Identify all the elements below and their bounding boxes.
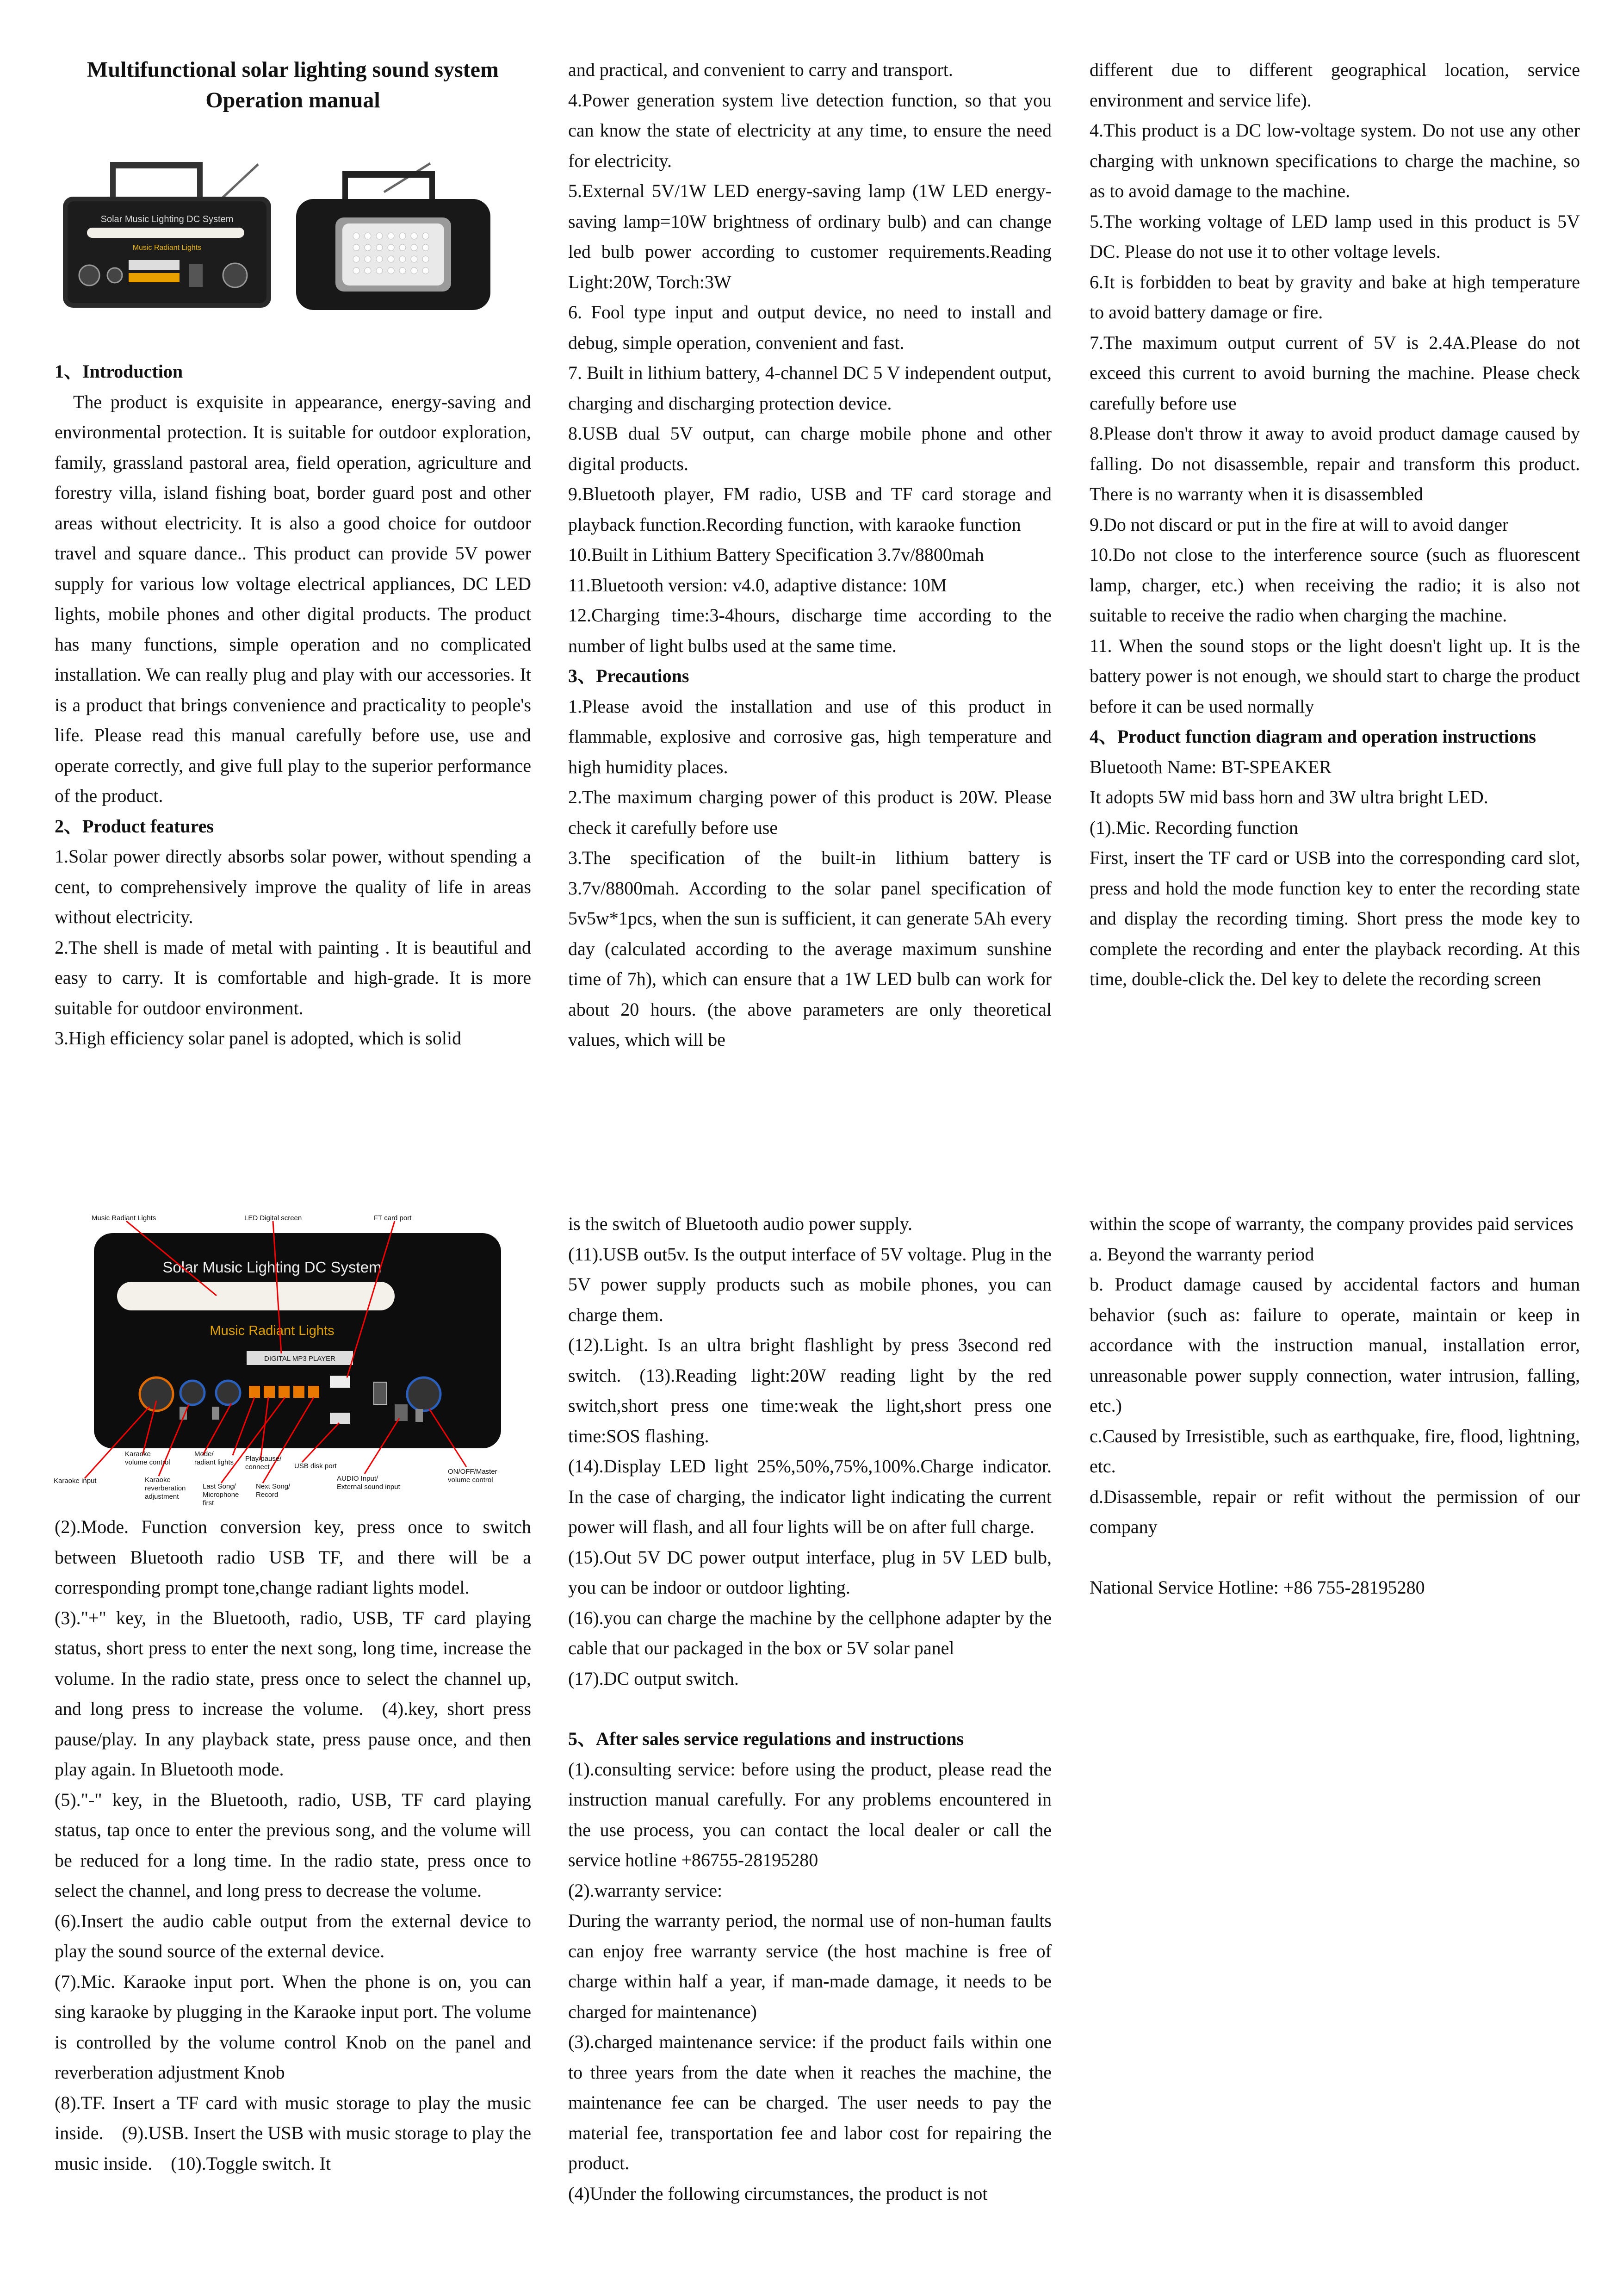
paragraph: (11).USB out5v. Is the output interface of 5V voltage. Plug in the 5V power supply products such as mobile phones, you can charge them. bbox=[568, 1243, 1052, 1325]
section-heading: 1、Introduction bbox=[55, 361, 183, 382]
diagram-panel-subtitle: Music Radiant Lights bbox=[210, 1323, 335, 1338]
paragraph: 8.USB dual 5V output, can charge mobile phone and other digital products. bbox=[568, 423, 1052, 474]
paragraph: (1).Mic. Recording function bbox=[1090, 817, 1298, 838]
label-mode-1: Mode/ bbox=[194, 1450, 214, 1458]
paragraph: 7. Built in lithium battery, 4-channel DC 5 V independent output, charging and discharging protection device. bbox=[568, 362, 1052, 414]
column-3-bottom bbox=[1090, 1209, 1580, 1602]
label-karaoke-reverb-1: Karaoke bbox=[145, 1476, 171, 1484]
label-karaoke-volume-1: Karaoke bbox=[125, 1450, 151, 1458]
label-play-pause-2: connect bbox=[245, 1463, 270, 1471]
panel-subtitle-text: Music Radiant Lights bbox=[132, 244, 202, 252]
paragraph: and practical, and convenient to carry and transport. bbox=[568, 59, 953, 80]
column-1-bottom bbox=[55, 1512, 531, 2178]
label-last-song-3: first bbox=[203, 1499, 214, 1507]
paragraph: 4.This product is a DC low-voltage system. Do not use any other charging with unknown specifications to charge the machine, so as to avoid damage to the machine. bbox=[1090, 120, 1580, 201]
paragraph: within the scope of warranty, the company provides paid services bbox=[1090, 1213, 1573, 1234]
paragraph: 3.High efficiency solar panel is adopted, which is solid bbox=[55, 1028, 462, 1049]
paragraph: (12).Light. Is an ultra bright flashlight by press 3second red switch. (13).Reading light:20W reading light by the red switch,short press one time:weak the light,short press one time:SOS flashing. bbox=[568, 1334, 1052, 1446]
label-karaoke-input: Karaoke input bbox=[54, 1477, 97, 1485]
paragraph: It adopts 5W mid bass horn and 3W ultra bright LED. bbox=[1090, 787, 1488, 807]
label-audio-input-1: AUDIO Input/ bbox=[337, 1475, 378, 1483]
label-play-pause-1: Play/pause/ bbox=[245, 1455, 282, 1463]
manual-title: Multifunctional solar lighting sound system bbox=[87, 57, 499, 82]
label-on-off-2: volume control bbox=[448, 1476, 493, 1484]
paragraph: 2.The maximum charging power of this product is 20W. Please check it carefully before use bbox=[568, 787, 1052, 838]
paragraph: (8).TF. Insert a TF card with music storage to play the music inside. (9).USB. Insert the USB with music storage to play the music inside. (10).Toggle switch. It bbox=[55, 2092, 531, 2174]
paragraph: 2.The shell is made of metal with painting . It is beautiful and easy to carry. It is comfortable and high-grade. It is more suitable for outdoor environment. bbox=[55, 937, 531, 1018]
manual-subtitle: Operation manual bbox=[205, 88, 380, 112]
paragraph: 8.Please don't throw it away to avoid product damage caused by falling. Do not disassemble, repair and transform this product. There is no warranty when it is disassembled bbox=[1090, 423, 1580, 504]
paragraph: 11.Bluetooth version: v4.0, adaptive distance: 10M bbox=[568, 574, 947, 596]
paragraph: During the warranty period, the normal use of non-human faults can enjoy free warranty service (the host machine is free of charge within half a year, if man-made damage, it needs to be charged for maintenance) bbox=[568, 1910, 1052, 2022]
paragraph: (17).DC output switch. bbox=[568, 1668, 739, 1689]
label-on-off-1: ON/OFF/Master bbox=[448, 1468, 497, 1476]
paragraph: d.Disassemble, repair or refit without the permission of our company bbox=[1090, 1486, 1580, 1537]
label-led-digital-screen: LED Digital screen bbox=[244, 1215, 302, 1222]
paragraph: is the switch of Bluetooth audio power supply. bbox=[568, 1213, 912, 1234]
panel-title-text: Solar Music Lighting DC System bbox=[100, 214, 234, 224]
label-mode-2: radiant lights bbox=[194, 1458, 234, 1466]
paragraph: 12.Charging time:3-4hours, discharge time according to the number of light bulbs used at the same time. bbox=[568, 605, 1052, 656]
paragraph: (15).Out 5V DC power output interface, plug in 5V LED bulb, you can be indoor or outdoor lighting. bbox=[568, 1546, 1052, 1598]
column-1-top bbox=[55, 55, 531, 116]
paragraph: (2).warranty service: bbox=[568, 1880, 723, 1901]
paragraph: (3).charged maintenance service: if the product fails within one to three years from the date when it reaches the machine, the maintenance fee can be charged. The user needs to pay the material fee, transportation fee and labor cost for repairing the product. bbox=[568, 2031, 1052, 2173]
paragraph: 5.The working voltage of LED lamp used in this product is 5V DC. Please do not use it to other voltage levels. bbox=[1090, 211, 1580, 262]
paragraph: 10.Built in Lithium Battery Specification 3.7v/8800mah bbox=[568, 544, 984, 565]
paragraph: (1).consulting service: before using the product, please read the instruction manual carefully. For any problems encountered in the use process, you can contact the local dealer or call the service hotline +86755-28195280 bbox=[568, 1758, 1052, 1870]
column-2-bottom bbox=[568, 1209, 1052, 2209]
paragraph: 6.It is forbidden to beat by gravity and bake at high temperature to avoid battery damage or fire. bbox=[1090, 271, 1580, 323]
paragraph: 7.The maximum output current of 5V is 2.4A.Please do not exceed this current to avoid burning the machine. Please check carefully before use bbox=[1090, 332, 1580, 414]
section-heading: 2、Product features bbox=[55, 815, 214, 837]
diagram-display-text: DIGITAL MP3 PLAYER bbox=[264, 1355, 335, 1363]
paragraph: (3)."+" key, in the Bluetooth, radio, USB, TF card playing status, short press to enter the next song, long time, increase the volume. In the radio state, press once to select the channel up, and long press to increase the volume. (4).key, short press pause/play. In any playback state, press pause once, and then play again. In Bluetooth mode. bbox=[55, 1607, 531, 1780]
paragraph: 1.Please avoid the installation and use of this product in flammable, explosive and corrosive gas, high temperature and high humidity places. bbox=[568, 695, 1052, 777]
diagram-panel-title: Solar Music Lighting DC System bbox=[162, 1259, 382, 1276]
paragraph: (14).Display LED light 25%,50%,75%,100%.Charge indicator. In the case of charging, the indicator light indicating the current power will flash, and all four lights will be on after full charge. bbox=[568, 1456, 1052, 1537]
label-next-song-2: Record bbox=[256, 1491, 279, 1499]
paragraph: a. Beyond the warranty period bbox=[1090, 1243, 1314, 1265]
label-karaoke-reverb-3: adjustment bbox=[145, 1493, 179, 1501]
paragraph: (5)."-" key, in the Bluetooth, radio, USB, TF card playing status, tap once to enter the previous song, and the volume will be reduced for a long time. In the radio state, press once to select the channel, and long press to decrease the volume. bbox=[55, 1789, 531, 1901]
section-heading: 4、Product function diagram and operation instructions bbox=[1090, 726, 1536, 747]
paragraph: 4.Power generation system live detection function, so that you can know the state of electricity at any time, to ensure the need for electricity. bbox=[568, 89, 1052, 171]
label-karaoke-reverb-2: reverberation bbox=[145, 1484, 186, 1492]
paragraph: 11. When the sound stops or the light doesn't light up. It is the battery power is not enough, we should start to charge the product before it can be used normally bbox=[1090, 635, 1580, 717]
paragraph: 9.Do not discard or put in the fire at will to avoid danger bbox=[1090, 514, 1509, 535]
spacer bbox=[1090, 1542, 1580, 1572]
paragraph: 1.Solar power directly absorbs solar power, without spending a cent, to comprehensively improve the quality of life in areas without electricity. bbox=[55, 846, 531, 927]
paragraph: 6. Fool type input and output device, no need to install and debug, simple operation, convenient and fast. bbox=[568, 302, 1052, 353]
column-2-top bbox=[568, 55, 1052, 1055]
section-heading: 5、After sales service regulations and instructions bbox=[568, 1728, 964, 1749]
paragraph: National Service Hotline: +86 755-28195280 bbox=[1090, 1576, 1425, 1598]
label-audio-input-2: External sound input bbox=[337, 1483, 400, 1491]
paragraph: different due to different geographical location, service environment and service life). bbox=[1090, 59, 1580, 111]
section-heading: 3、Precautions bbox=[568, 665, 689, 686]
label-next-song-1: Next Song/ bbox=[256, 1483, 291, 1490]
paragraph: 10.Do not close to the interference source (such as fluorescent lamp, charger, etc.) when receiving the radio; it is also not suitable to receive the radio when charging the machine. bbox=[1090, 544, 1580, 626]
paragraph: (7).Mic. Karaoke input port. When the phone is on, you can sing karaoke by plugging in the Karaoke input port. The volume is controlled by the volume control Knob on the panel and reverberation adjustment Knob bbox=[55, 1971, 531, 2083]
paragraph: 5.External 5V/1W LED energy-saving lamp (1W LED energy-saving lamp=10W brightness of ordinary bulb) and can change led bulb power according to customer requirements.Reading Light:20W, Torch:3W bbox=[568, 180, 1052, 292]
paragraph: b. Product damage caused by accidental factors and human behavior (such as: failure to operate, maintain or keep in accordance with the instruction manual, installation error, unreasonable power supply connection, water intrusion, falling, etc.) bbox=[1090, 1274, 1580, 1416]
label-last-song-2: Microphone bbox=[203, 1491, 239, 1499]
label-karaoke-volume-2: volume control bbox=[125, 1458, 170, 1466]
paragraph: 3.The specification of the built-in lithium battery is 3.7v/8800mah. According to the solar panel specification of 5v5w*1pcs, when the sun is sufficient, it can generate 5Ah every day (calculated according to the average maximum sunshine time of 7h), which can ensure that a 1W LED bulb can work for about 20 hours. (the above parameters are only theoretical values, which will be bbox=[568, 847, 1052, 1050]
product-photo-light bbox=[291, 160, 495, 315]
paragraph: 9.Bluetooth player, FM radio, USB and TF card storage and playback function.Recording function, with karaoke function bbox=[568, 484, 1052, 535]
spacer bbox=[568, 1694, 1052, 1724]
label-last-song-1: Last Song/ bbox=[203, 1483, 236, 1490]
label-ft-card-port: FT card port bbox=[374, 1215, 412, 1222]
label-music-radiant-lights: Music Radiant Lights bbox=[92, 1215, 156, 1222]
paragraph: Bluetooth Name: BT-SPEAKER bbox=[1090, 756, 1332, 777]
product-function-diagram bbox=[50, 1215, 536, 1511]
product-photo-panel bbox=[55, 157, 277, 315]
column-3-top bbox=[1090, 55, 1580, 994]
paragraph: (6).Insert the audio cable output from the external device to play the sound source of the external device. bbox=[55, 1910, 531, 1961]
column-1-top-text bbox=[55, 356, 531, 1054]
paragraph: (4)Under the following circumstances, the product is not bbox=[568, 2183, 988, 2204]
label-usb-disk-port: USB disk port bbox=[294, 1462, 337, 1470]
paragraph: The product is exquisite in appearance, energy-saving and environmental protection. It is suitable for outdoor exploration, family, grassland pastoral area, field operation, agriculture and forestry villa, island fishing boat, border guard post and other areas without electricity. It is also a good choice for outdoor travel and square dance.. This product can provide 5V power supply for various low voltage electrical appliances, DC LED lights, mobile phones and other digital products. The product has many functions, simple operation and no complicated installation. We can really plug and play with our accessories. It is a product that brings convenience and practicality to people's life. Please read this manual carefully before use, use and operate correctly, and give full play to the superior performance of the product. bbox=[55, 391, 531, 806]
paragraph: (2).Mode. Function conversion key, press once to switch between Bluetooth radio USB TF, and there will be a corresponding prompt tone,change radiant lights model. bbox=[55, 1516, 531, 1598]
paragraph: First, insert the TF card or USB into the corresponding card slot, press and hold the mode function key to enter the recording state and display the recording timing. Short press the mode key to complete the recording and enter the playback recording. At this time, double-click the. Del key to delete the recording screen bbox=[1090, 847, 1580, 989]
paragraph: (16).you can charge the machine by the cellphone adapter by the cable that our packaged in the box or 5V solar panel bbox=[568, 1607, 1052, 1658]
paragraph: c.Caused by Irresistible, such as earthquake, fire, flood, lightning, etc. bbox=[1090, 1425, 1580, 1477]
